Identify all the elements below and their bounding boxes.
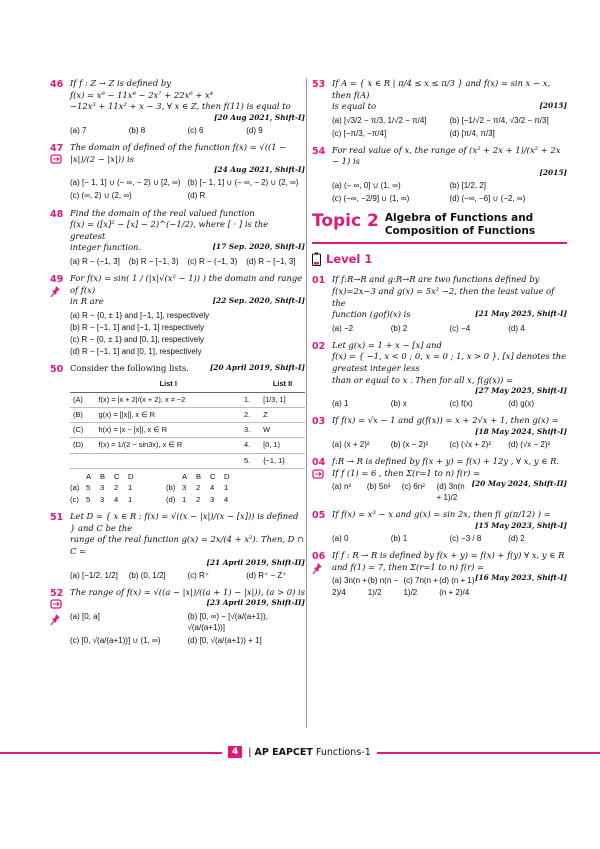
repeat-icon (50, 153, 62, 165)
question-53: 53 If A = { x ∈ R | π/4 ≤ x ≤ π/3 } and f(x) = sin x − x, then f(A) is equal to [2015] (a) [√3/2 − π/3, 1/√2 − π/4] (b) [−1/√2 − π/4, √3/2 − π/3] (c) [−π/3, −π/4] (d) [π/4, π/3] (312, 78, 567, 138)
option-d: (d) 3n(n + 1)/2 (436, 482, 465, 503)
question-52 (50, 587, 305, 646)
right-column (312, 78, 567, 604)
options (332, 323, 567, 334)
option-d: (d) (−∞, −6] ∪ (−2, ∞) (449, 194, 526, 204)
question-text: If f(x) = √x − 1 and g(f(x)) = x + 2√x + 1, then g(x) = (332, 415, 559, 426)
option-d: (d) (√x − 2)² (508, 440, 551, 450)
question-06 (312, 550, 567, 597)
options (332, 439, 567, 450)
options (70, 256, 305, 267)
topic-underline (312, 242, 567, 244)
question-number: 52 (50, 587, 64, 599)
option-a: (a) [√3/2 − π/3, 1/√2 − π/4] (332, 115, 427, 125)
question-text: If f:R→R and g:R→R are two functions defined by f(x)=2x−3 and g(x) = 5x² −2, then the least value of the function (gof)(x) is [21 May 2025, Shift-I] (332, 274, 567, 320)
question-51: 51 Let D = { x ∈ R : f(x) = √((x − |x|)/(x − [x])) is defined } and C be the range of the real function g(x) = 2x/(4 + x²). Then, D ∩ C = [21 April 2019, Shift-II] (a) [−1/2, 1/2] (b) (0, 1/2] (c) R⁺ (d) R⁺ − Z⁺ (50, 511, 305, 580)
option-b: (b) [−1/√2 − π/4, √3/2 − π/3] (449, 115, 549, 125)
option-c: (c) 6 (187, 126, 204, 135)
option-d: (d) (n + 1)(n + 2)/4 (439, 576, 475, 597)
question-05 (312, 509, 567, 544)
option-d: (d) R − [−1, 3] (246, 256, 296, 266)
table-row: (B) g(x) = [|x|], x ∈ R 2. Z (70, 407, 305, 422)
footer-title: | AP EAPCET Functions-1 (248, 746, 371, 758)
option-a: (a) [− 1, 1] ∪ (− ∞, − 2) ∪ [2, ∞) (70, 178, 181, 188)
question-48 (50, 208, 305, 267)
question-text: f:R → R is defined by f(x + y) = f(x) + 12y , ∀ x, y ∈ R. If f (1) = 6 , then Σ(r=1 to n) f(r) = [20 May 2024, Shift-II] (332, 456, 567, 489)
options (332, 180, 567, 204)
source-tag: [16 May 2023, Shift-I] (474, 573, 567, 583)
question-text: The domain of defined of the function f(x) = √((1 − |x|)/(2 − |x|)) is (70, 142, 287, 164)
pin-icon (50, 613, 62, 625)
option-c: (c) 6n² (401, 482, 425, 492)
options (332, 533, 567, 544)
option-a: (a) 1 (332, 399, 349, 409)
option-b: (b) [− 1, 1] ∪ (− ∞, − 2) ∪ (2, ∞) (187, 178, 299, 188)
option-b: (b) 1 (390, 534, 408, 544)
question-number: 01 (312, 275, 326, 287)
source-tag: [21 May 2025, Shift-I] (474, 309, 567, 319)
answer-codes: A B C D A B C D (a) 5 3 2 1 (b) 3 2 4 1 (c) 5 3 4 1 (d) 1 2 3 4 (70, 471, 230, 504)
question-text: If f(x) = x³ − x and g(x) = sin 2x, then f( g(π/12) ) = (332, 509, 551, 520)
question-number: 05 (312, 510, 326, 522)
source-tag: [17 Sep. 2020, Shift-I] (212, 242, 305, 252)
table-header-row (70, 377, 305, 392)
question-number: 48 (50, 208, 64, 220)
topic-number: Topic 2 (312, 211, 379, 232)
option-a: (a) 0 (332, 534, 349, 544)
option-c: (c) (∞, 2) ∪ (2, ∞) (70, 191, 132, 201)
option-d: (d) R − [−1, 1] and [0, 1], respectively (70, 346, 202, 356)
level-heading (312, 252, 567, 266)
options (332, 481, 472, 503)
option-c: (c) 7n(n + 1)/2 (403, 576, 438, 597)
option-c: (c) −4 (449, 323, 471, 333)
source-tag: [23 April 2019, Shift-II] (206, 598, 305, 608)
question-03 (312, 415, 567, 450)
option-d: (d) [0, √(a/(a+1)) + 1] (187, 635, 262, 645)
question-number: 53 (312, 79, 326, 90)
option-c: (c) f(x) (449, 399, 473, 409)
topic-heading (312, 212, 567, 238)
question-text: For f(x) = sin( 1 / (|x|√(x² − 1)) ) the domain and range of f(x) (70, 272, 303, 295)
question-number: 46 (50, 79, 64, 90)
question-number: 54 (312, 145, 326, 157)
question-50 (50, 363, 305, 505)
repeat-icon (50, 598, 62, 610)
source-tag: [2015] (539, 168, 567, 178)
option-d: (d) 9 (246, 126, 263, 135)
option-b: (b) n(n − 1)/2 (367, 576, 399, 597)
question-number: 03 (312, 416, 326, 428)
option-c: (c) R − {0, ± 1} and [0, 1], respectively (70, 334, 205, 344)
option-a: (a) (x + 2)² (332, 440, 370, 450)
option-a: (a) 3n(n + 2)/4 (332, 576, 367, 597)
question-text: Let g(x) = 1 + x − [x] and f(x) = { −1, x < 0 ; 0, x = 0 ; 1, x > 0 }, [x] denotes the greatest integer less than or equal to x . Then for all x, f(g(x)) = (332, 339, 567, 385)
question-number: 50 (50, 363, 64, 375)
page-number: 4 (228, 746, 242, 758)
question-number: 49 (50, 273, 64, 285)
table-row: (A) f(x) = |x + 2|/(x + 2), x ≠ −2 1. [1/3, 1] (70, 392, 305, 407)
option-a: (a) [−1/2, 1/2] (70, 570, 118, 580)
table-row: 5. {−1, 1} (70, 453, 305, 468)
question-text: For real value of x, the range of (x² + 2x + 1)/(x² + 2x − 1) is (332, 144, 561, 167)
options (332, 115, 567, 139)
table-row: (C) h(x) = |x − [x]|, x ∈ R 3. W (70, 423, 305, 438)
option-a: (a) n² (332, 482, 352, 492)
source-tag: [22 Sep. 2020, Shift-I] (212, 296, 305, 306)
topic-title: Algebra of Functions and Composition of Functions (384, 212, 536, 238)
option-a: (a) (− ∞, 0] ∪ (1, ∞) (332, 181, 401, 191)
question-text: Consider the following lists. (70, 362, 189, 373)
question-text: Let D = { x ∈ R : f(x) = √((x − |x|)/(x − [x])) is defined } and C be the (70, 511, 299, 533)
option-c: (c) [−π/3, −π/4] (332, 128, 387, 138)
source-tag: [20 April 2019, Shift-I] (209, 362, 305, 372)
option-b: (b) x (390, 399, 407, 409)
question-text: Find the domain of the real valued function f(x) = ([x]² − [x] − 2)^(−1/2), where [ · ] is the greatest integer function. [17 Sep. 2020, Shift-I] (70, 207, 305, 253)
option-c: (c) R⁺ (187, 570, 210, 580)
left-column (50, 78, 305, 652)
question-04 (312, 456, 567, 503)
options (70, 570, 305, 581)
question-text: If A = { x ∈ R | π/4 ≤ x ≤ π/3 } and f(x) = sin x − x, then f(A) (332, 78, 551, 100)
footer-label (222, 744, 377, 760)
option-b: (b) (0, 1/2] (128, 570, 166, 580)
pin-icon (50, 285, 62, 297)
question-number: 47 (50, 143, 64, 155)
option-c: (c) (√x + 2)² (449, 440, 491, 450)
level-label: Level 1 (326, 252, 373, 267)
source-tag: [15 May 2023, Shift-I] (474, 521, 567, 531)
question-text: The range of f(x) = √((a − |x|)/((a + 1) − |x|)), (a > 0) is (70, 586, 306, 597)
option-d: (d) [π/4, π/3] (449, 128, 495, 138)
source-tag: [20 May 2024, Shift-II] (471, 479, 567, 489)
option-a: (a) R − (−1, 3] (70, 256, 120, 266)
pin-icon (312, 562, 324, 574)
question-49: 49 For f(x) = sin( 1 / (|x|√(x² − 1)) ) the domain and range of f(x) in R are [22 Sep. 2020, Shift-I] (a) R − {0, ± 1} and [−1, 1], respectively (b) R − [−1, 1] and [−1, 1] respectively (c) R − {0, ± 1} and [0, 1], respectively (d) R − [−1, 1] and [0, 1], respectively (50, 272, 305, 356)
question-46 (50, 78, 305, 136)
option-b: (b) (x − 2)² (390, 440, 429, 450)
source-tag: [21 April 2019, Shift-II] (206, 557, 305, 567)
option-b: (b) 5n² (366, 482, 391, 492)
question-number: 06 (312, 551, 326, 563)
options (332, 398, 567, 409)
option-a: (a) 7 (70, 126, 87, 135)
question-number: 51 (50, 512, 64, 524)
battery-icon (312, 252, 321, 266)
option-d: (d) 2 (508, 534, 525, 544)
question-01 (312, 274, 567, 333)
option-b: (b) 2 (390, 323, 408, 333)
option-a: (a) −2 (332, 323, 354, 333)
option-b: (b) 8 (128, 126, 146, 135)
options (332, 575, 475, 597)
option-b: (b) R − [−1, 1] and [−1, 1] respectively (70, 322, 205, 332)
list-1-header: List I (96, 377, 242, 392)
options (70, 310, 305, 357)
question-number: 04 (312, 457, 326, 469)
column-divider (306, 78, 307, 728)
source-tag: [18 May 2024, Shift-I] (474, 426, 567, 436)
match-table (70, 377, 305, 468)
options (70, 177, 305, 201)
options (70, 125, 305, 136)
option-b: (b) [0, ∞) − [√(a/(a+1)), √(a/(a+1))] (187, 611, 268, 632)
source-tag: [2015] (539, 101, 567, 111)
option-a: (a) [0, a] (70, 611, 100, 621)
repeat-icon (312, 468, 324, 480)
option-a: (a) R − {0, ± 1} and [−1, 1], respectively (70, 310, 210, 320)
source-tag: [24 Aug 2021, Shift-I] (213, 165, 305, 175)
option-c: (c) (−∞, −2/9] ∪ (1, ∞) (332, 194, 410, 204)
question-47 (50, 142, 305, 201)
page-footer (0, 744, 600, 760)
option-d: (d) R (187, 191, 206, 201)
option-d: (d) 4 (508, 323, 525, 333)
question-text: If f : R → R is defined by f(x + y) = f(x) + f(y) ∀ x, y ∈ R and f(1) = 7, then Σ(r=1 to n) f(r) = [16 May 2023, Shift-I] (332, 550, 567, 583)
option-c: (c) [0, √(a/(a+1))] ∪ (1, ∞) (70, 635, 161, 645)
table-row: (D) f(x) = 1/(2 − sin3x), x ∈ R 4. [0, 1) (70, 438, 305, 453)
question-54 (312, 145, 567, 204)
question-number: 02 (312, 340, 326, 352)
option-b: (b) R − [−1, 3) (128, 256, 179, 266)
source-tag: [27 May 2025, Shift-I] (474, 386, 567, 396)
option-d: (d) g(x) (508, 399, 535, 409)
source-tag: [20 Aug 2021, Shift-I] (213, 112, 305, 122)
option-d: (d) R⁺ − Z⁺ (246, 570, 287, 580)
question-text: If f : Z → Z is defined by f(x) = x⁹ − 11x⁸ − 2x⁷ + 22x⁶ + x⁴ −12x³ + 11x² + x − 3, ∀ x ∈ Z, then f(11) is equal to (70, 78, 291, 112)
list-2-header: List II (260, 377, 305, 392)
options (70, 611, 305, 646)
question-02 (312, 340, 567, 410)
option-c: (c) −3 / 8 (449, 534, 482, 544)
option-b: (b) [1/2, 2] (449, 181, 486, 191)
option-c: (c) R − (−1, 3) (187, 256, 238, 266)
